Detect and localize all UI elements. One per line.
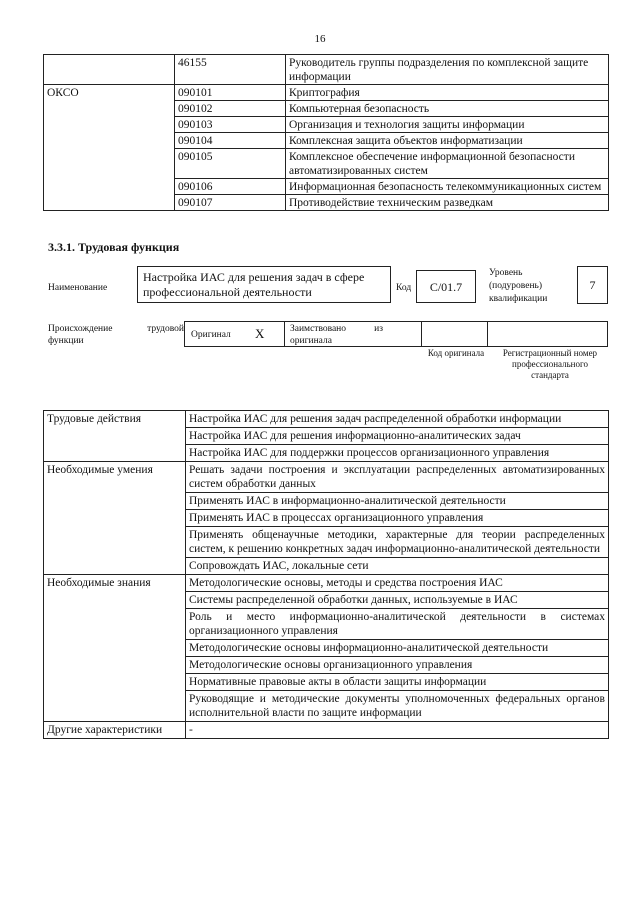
table-row [44,85,609,101]
code-label: Код [396,283,412,293]
page-number: 16 [314,33,326,45]
item-cell: Руководящие и методические документы уполномоченных федеральных органов исполнительной власти по защите информации [186,691,609,722]
item-cell: Применять ИАС в процессах организационного управления [186,510,609,527]
item-cell: Методологические основы информационно-аналитической деятельности [186,640,609,657]
section-title-cell: Необходимые знания [44,575,186,722]
name-cell: Руководитель группы подразделения по комплексной защите информации [286,55,609,85]
code-cell: 090106 [175,179,286,195]
table-row [44,722,609,739]
code-cell: 090104 [175,133,286,149]
function-details-table [43,410,609,739]
item-cell: Применять общенаучные методики, характерные для теории распределенных систем, к решению конкретных задач информационно-аналитической деятельности [186,527,609,558]
table-row [44,462,609,493]
code-original-caption: Код оригинала [427,348,485,358]
name-cell: Комплексное обеспечение информационной безопасности автоматизированных систем [286,149,609,179]
divider [284,321,285,347]
classifier-cell [44,55,175,85]
table-row [44,55,609,85]
item-cell: Роль и место информационно-аналитической деятельности в системах организационного управления [186,609,609,640]
item-cell: Методологические основы организационного управления [186,657,609,674]
table-row [44,575,609,592]
code-cell: 090103 [175,117,286,133]
item-cell: Системы распределенной обработки данных, используемые в ИАС [186,592,609,609]
name-cell: Информационная безопасность телекоммуникационных систем [286,179,609,195]
item-cell: Нормативные правовые акты в области защиты информации [186,674,609,691]
name-label: Наименование [48,283,108,293]
code-cell: 090102 [175,101,286,117]
item-cell: Решать задачи построения и эксплуатации распределенных автоматизированных систем обработки данных [186,462,609,493]
divider [487,321,488,347]
original-mark: X [255,326,265,341]
name-cell: Криптография [286,85,609,101]
name-cell: Организация и технология защиты информации [286,117,609,133]
item-cell: Применять ИАС в информационно-аналитической деятельности [186,493,609,510]
level-label: Уровень (подуровень) квалификации [489,268,548,304]
codes-table [43,54,609,211]
section-heading: 3.3.1. Трудовая функция [48,240,180,254]
name-cell: Комплексная защита объектов информатизации [286,133,609,149]
name-cell: Противодействие техническим разведкам [286,195,609,211]
code-cell: 090105 [175,149,286,179]
function-name-value: Настройка ИАС для решения задач в сфере профессиональной деятельности [137,266,391,303]
code-cell: 090101 [175,85,286,101]
divider [421,321,422,347]
reg-number-caption: Регистрационный номер профессионального стандарта [502,348,598,380]
item-cell: Сопровождать ИАС, локальные сети [186,558,609,575]
section-title-cell: Трудовые действия [44,411,186,462]
item-cell: Настройка ИАС для решения информационно-аналитических задач [186,428,609,445]
item-cell: - [186,722,609,739]
code-cell: 090107 [175,195,286,211]
function-code-value: C/01.7 [416,270,476,303]
name-cell: Компьютерная безопасность [286,101,609,117]
item-cell: Методологические основы, методы и средства построения ИАС [186,575,609,592]
origin-row [184,321,608,347]
origin-label: Происхождение трудовой функции [48,324,184,346]
level-value: 7 [577,266,608,304]
borrowed-label: Заимствовано из оригинала [290,324,383,346]
item-cell: Настройка ИАС для решения задач распределенной обработки информации [186,411,609,428]
section-title-cell: Другие характеристики [44,722,186,739]
classifier-cell: ОКСО [44,85,175,211]
item-cell: Настройка ИАС для поддержки процессов организационного управления [186,445,609,462]
table-row [44,411,609,428]
section-title-cell: Необходимые умения [44,462,186,575]
code-cell: 46155 [175,55,286,85]
original-label: Оригинал [191,330,231,340]
